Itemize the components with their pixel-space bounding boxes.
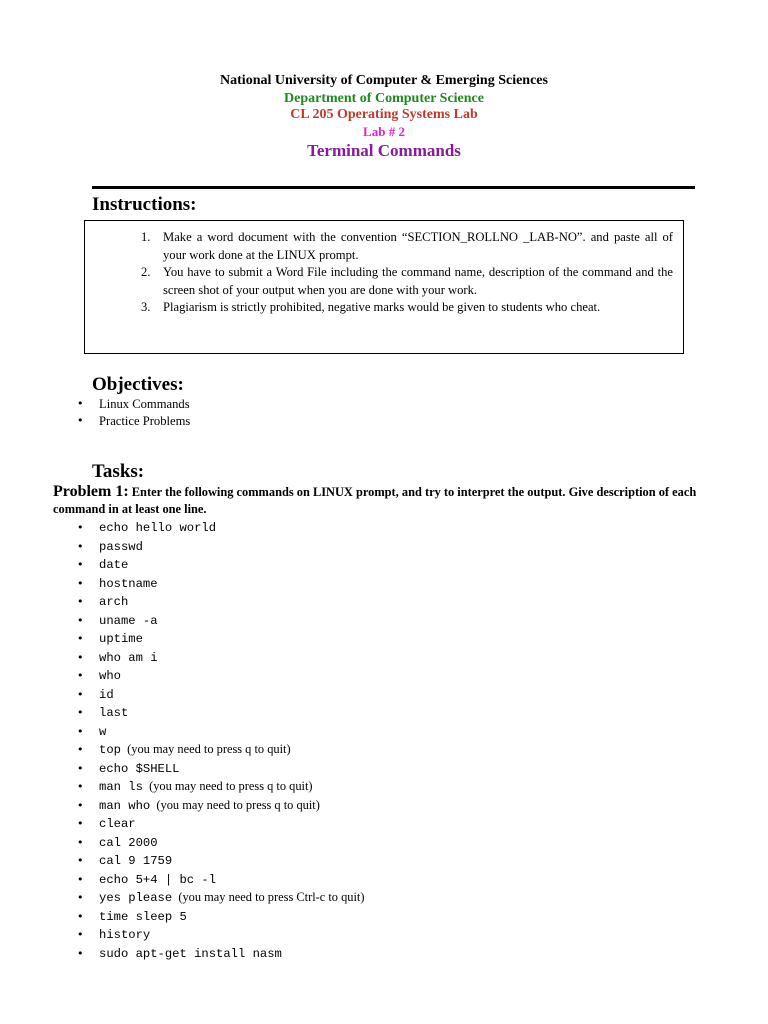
command-text: echo $SHELL xyxy=(99,761,180,776)
command-item xyxy=(75,852,365,871)
command-text: last xyxy=(99,706,129,720)
command-text: sudo apt-get install nasm xyxy=(99,946,282,961)
instruction-number: 3. xyxy=(141,300,151,314)
instructions-box xyxy=(84,220,684,354)
command-text: history xyxy=(99,928,151,942)
command-text: who am i xyxy=(99,650,158,665)
command-text: w xyxy=(99,724,107,739)
command-item xyxy=(75,778,365,797)
instruction-text: Plagiarism is strictly prohibited, negative marks would be given to students who cheat. xyxy=(163,300,601,314)
command-text: date xyxy=(99,558,129,572)
command-item xyxy=(75,871,365,890)
command-item xyxy=(75,926,365,945)
instruction-text: Make a word document with the convention “SECTION_ROLLNO _LAB-NO”. and paste all of your work done at the LINUX prompt. xyxy=(163,230,673,262)
command-text: passwd xyxy=(99,539,143,554)
tasks-heading: Tasks: xyxy=(92,461,145,482)
command-item xyxy=(75,945,365,964)
course-title: CL 205 Operating Systems Lab xyxy=(290,107,478,122)
command-note: (you may need to press q to quit) xyxy=(127,742,291,756)
command-item xyxy=(75,760,365,779)
instruction-item xyxy=(141,299,673,317)
instruction-item xyxy=(141,229,673,264)
instruction-item xyxy=(141,264,673,299)
instructions-list xyxy=(141,229,673,317)
problem-text: Enter the following commands on LINUX prompt, and try to interpret the output. Give description of each command in at least one line. xyxy=(53,485,697,516)
command-text: id xyxy=(99,687,114,702)
lab-number: Lab # 2 xyxy=(363,124,405,139)
command-item xyxy=(75,908,365,927)
command-text: man who xyxy=(99,798,151,813)
command-text: top xyxy=(99,743,121,757)
command-item xyxy=(75,815,365,834)
command-text: echo 5+4 | bc -l xyxy=(99,872,217,887)
department-name: Department of Computer Science xyxy=(284,91,484,106)
command-text: clear xyxy=(99,817,136,831)
command-item xyxy=(75,575,365,594)
command-item xyxy=(75,797,365,816)
command-item xyxy=(75,723,365,742)
command-text: arch xyxy=(99,595,129,609)
command-item xyxy=(75,630,365,649)
command-text: cal 2000 xyxy=(99,835,158,850)
command-text: man ls xyxy=(99,780,143,794)
page-title: Terminal Commands xyxy=(307,141,461,160)
command-item xyxy=(75,593,365,612)
command-note: (you may need to press q to quit) xyxy=(149,779,313,793)
command-text: uname -a xyxy=(99,613,158,628)
instruction-number: 1. xyxy=(141,230,151,244)
instructions-heading: Instructions: xyxy=(92,194,197,215)
command-note: (you may need to press q to quit) xyxy=(156,797,320,812)
command-item xyxy=(75,686,365,705)
objective-item: • Linux Commands xyxy=(75,396,190,413)
instruction-text: You have to submit a Word File including the command name, description of the command and the screen shot of your output when you are done with your work. xyxy=(163,265,673,297)
instruction-number: 2. xyxy=(141,265,151,279)
header-divider xyxy=(92,186,695,189)
problem-1 xyxy=(53,483,703,518)
objective-item: • Practice Problems xyxy=(75,413,190,430)
command-item xyxy=(75,889,365,908)
command-text: uptime xyxy=(99,632,143,646)
command-text: time sleep 5 xyxy=(99,909,187,924)
command-text: hostname xyxy=(99,576,158,591)
command-item xyxy=(75,834,365,853)
objectives-list xyxy=(75,396,190,429)
university-name: National University of Computer & Emerging Sciences xyxy=(220,73,548,88)
command-list xyxy=(75,519,365,963)
command-item xyxy=(75,704,365,723)
command-text: yes please xyxy=(99,891,173,905)
command-item xyxy=(75,741,365,760)
command-item xyxy=(75,667,365,686)
command-item xyxy=(75,538,365,557)
command-text: who xyxy=(99,669,121,683)
command-item xyxy=(75,519,365,538)
command-note: (you may need to press Ctrl-c to quit) xyxy=(178,890,365,904)
command-text: echo hello world xyxy=(99,521,217,535)
command-item xyxy=(75,556,365,575)
objectives-heading: Objectives: xyxy=(92,374,184,395)
problem-label: Problem 1: xyxy=(53,483,129,500)
command-item xyxy=(75,649,365,668)
command-item xyxy=(75,612,365,631)
command-text: cal 9 1759 xyxy=(99,854,173,868)
